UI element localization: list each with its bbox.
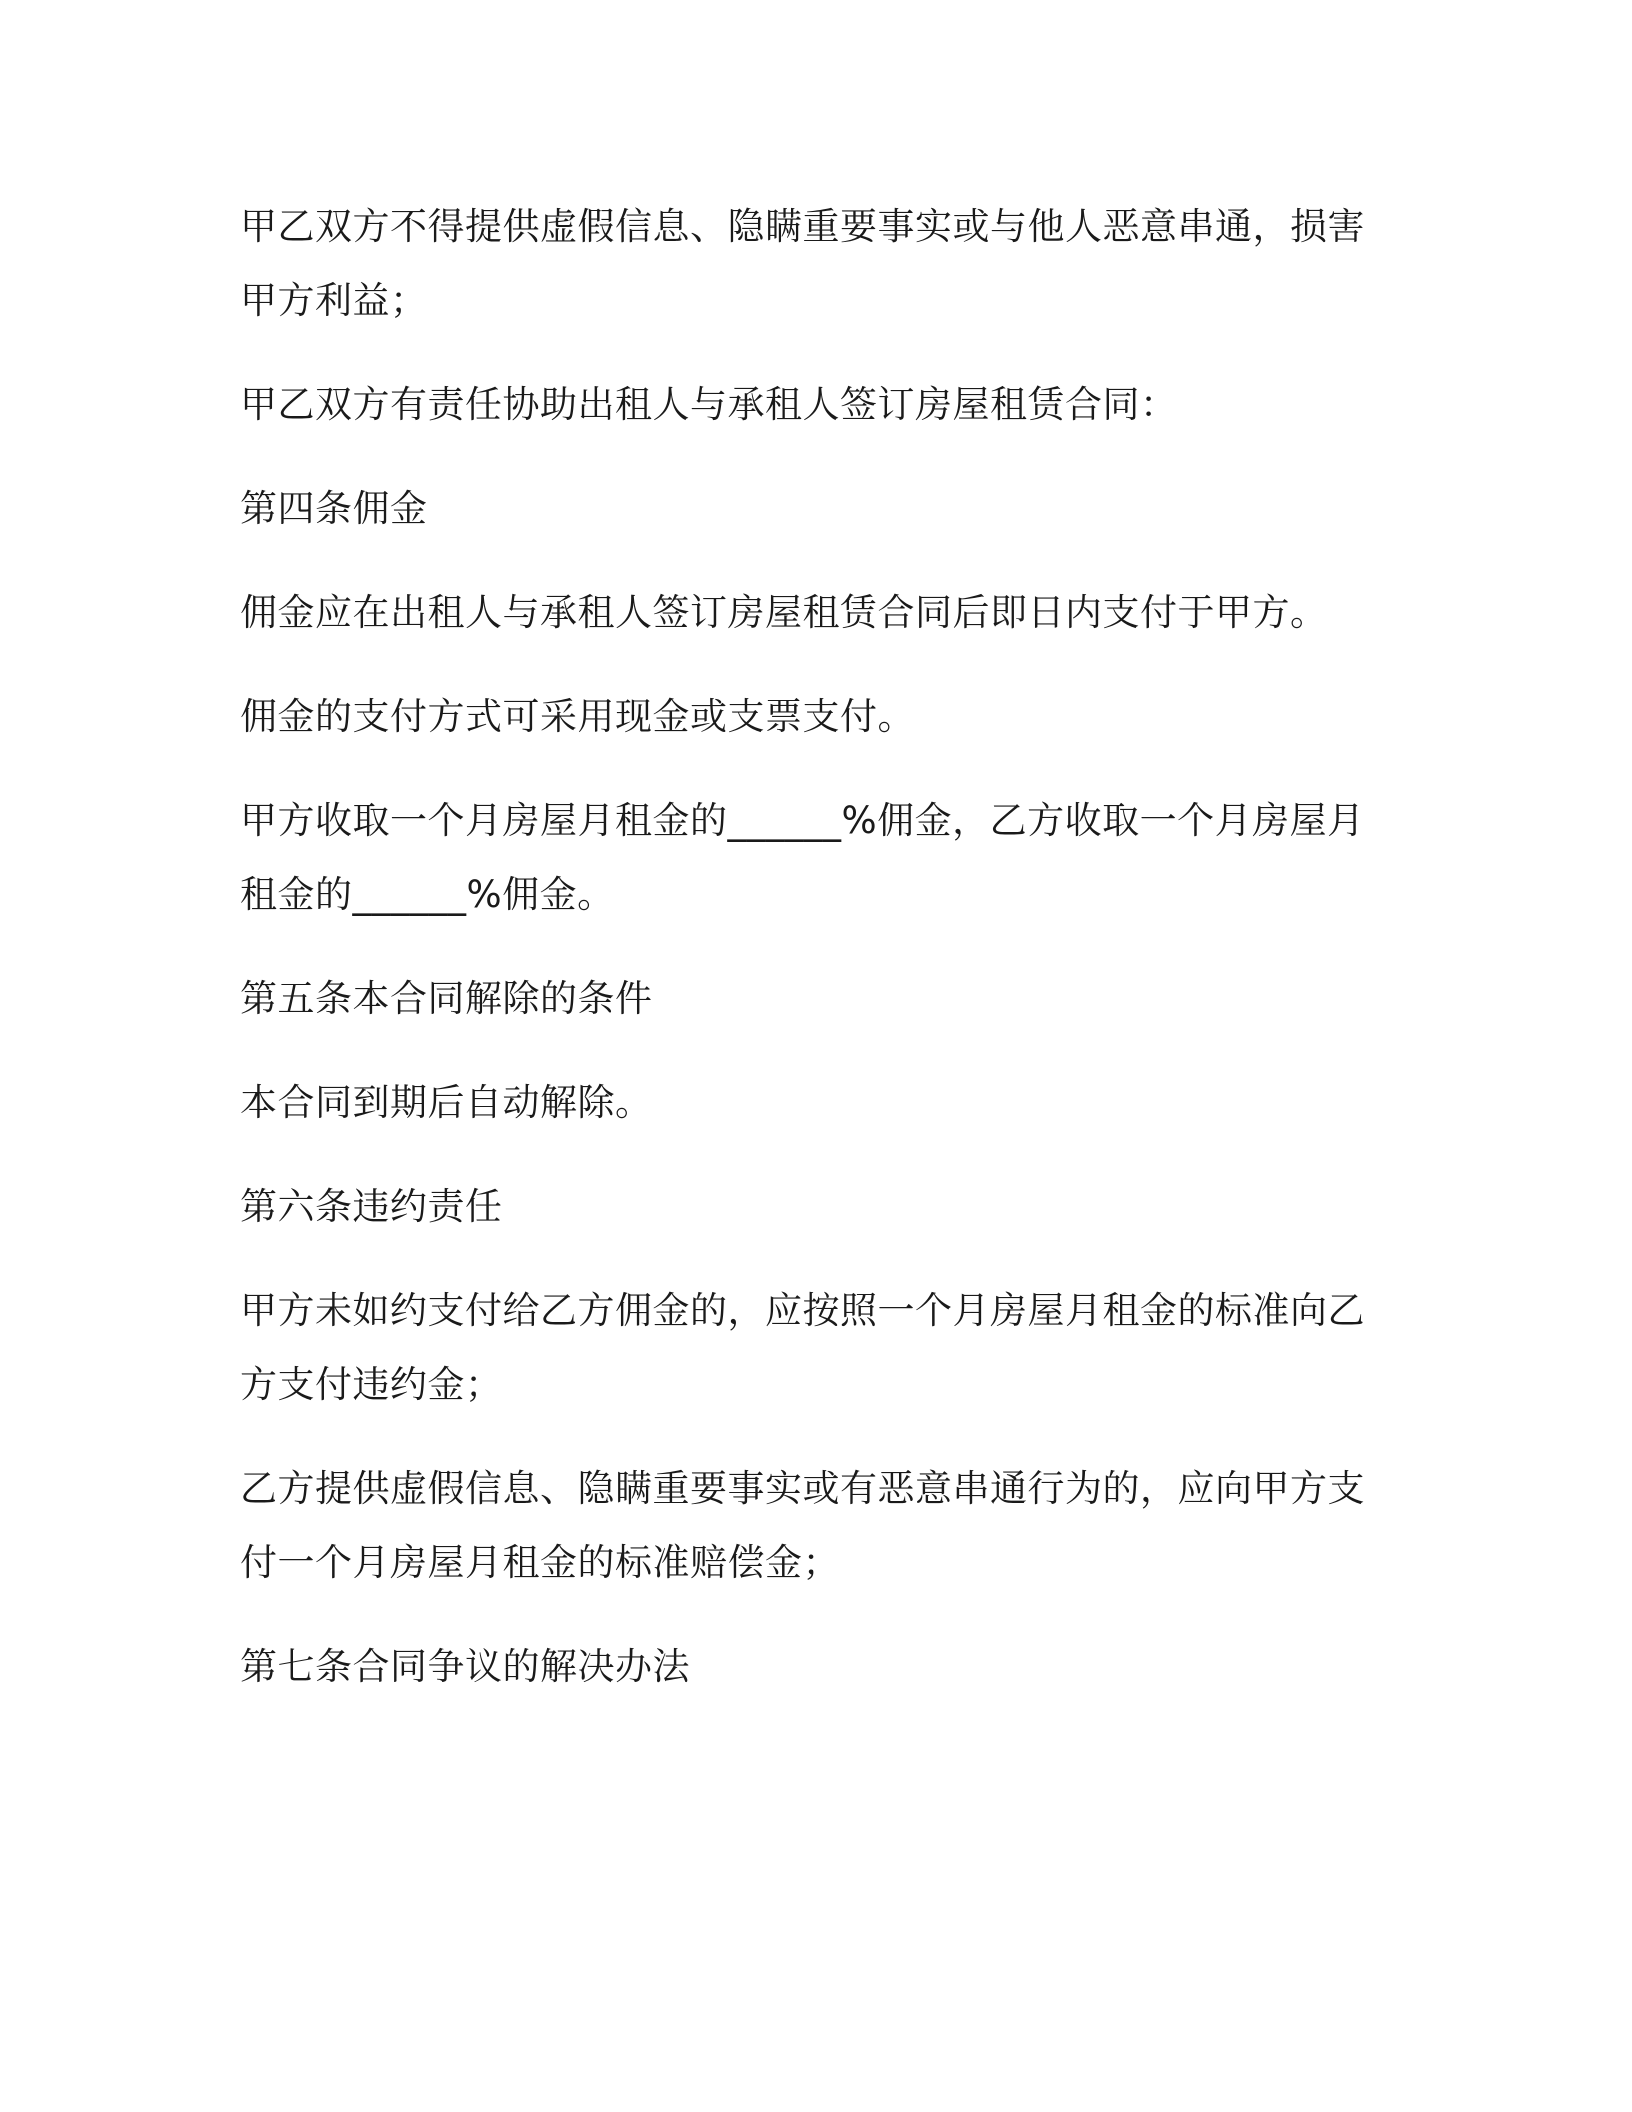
clause-paragraph: 乙方提供虚假信息、隐瞒重要事实或有恶意串通行为的，应向甲方支付一个月房屋月租金的标准赔偿金； [240,1467,1365,1584]
clause-paragraph: 本合同到期后自动解除。 [240,1081,653,1124]
clause-paragraph: 佣金的支付方式可采用现金或支票支付。 [240,695,915,738]
clause-paragraph: 佣金应在出租人与承租人签订房屋租赁合同后即日内支付于甲方。 [240,591,1328,634]
clause-paragraph: 甲方收取一个月房屋月租金的______%佣金，乙方收取一个月房屋月租金的______%佣金。 [240,799,1365,916]
clause-paragraph: 甲乙双方不得提供虚假信息、隐瞒重要事实或与他人恶意串通，损害甲方利益； [240,205,1365,322]
article-heading: 第六条违约责任 [240,1185,503,1228]
clause-paragraph: 甲乙双方有责任协助出租人与承租人签订房屋租赁合同： [240,383,1178,426]
clause-paragraph: 甲方未如约支付给乙方佣金的，应按照一个月房屋月租金的标准向乙方支付违约金； [240,1289,1365,1406]
article-heading: 第五条本合同解除的条件 [240,977,653,1020]
article-heading: 第四条佣金 [240,487,428,530]
document-body [240,190,1380,1734]
article-heading: 第七条合同争议的解决办法 [240,1645,690,1688]
